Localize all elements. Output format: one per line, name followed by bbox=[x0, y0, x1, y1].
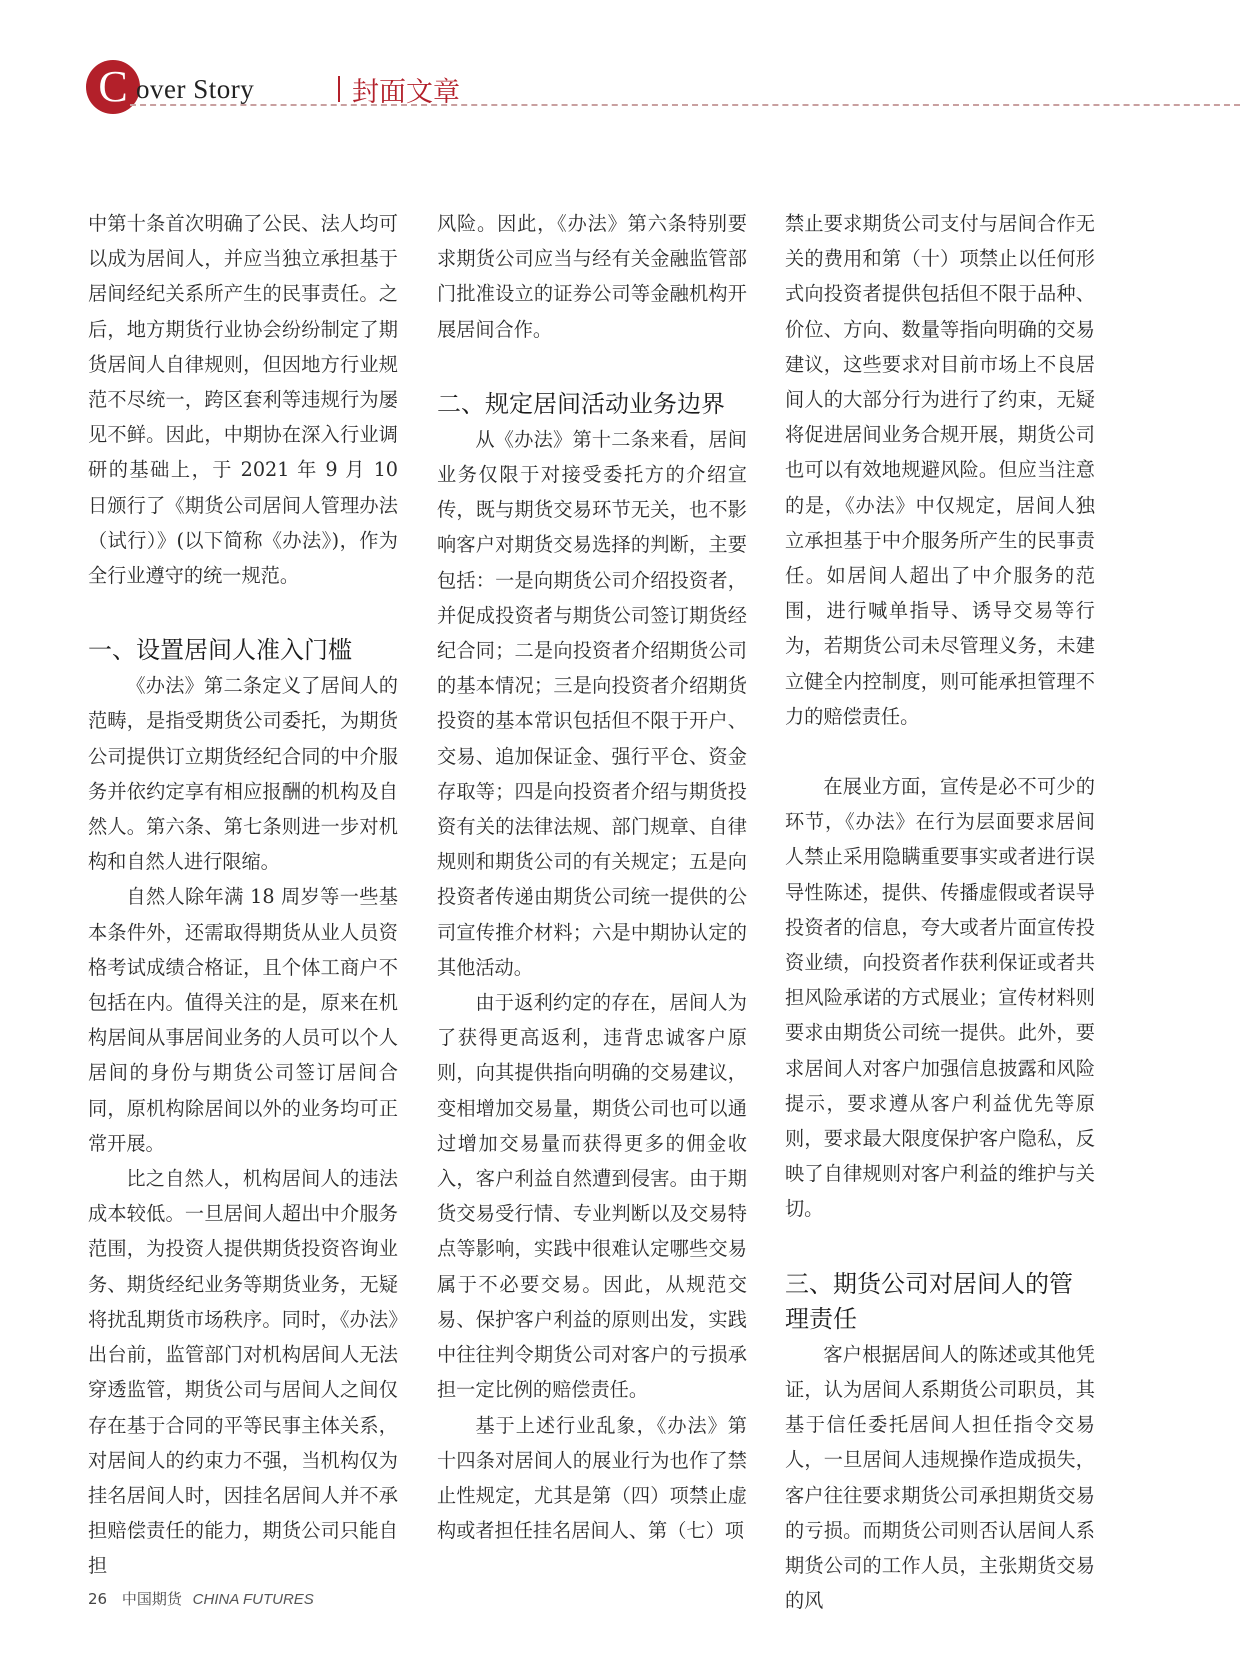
paragraph: 风险。因此，《办法》第六条特别要求期货公司应当与经有关金融监管部门批准设立的证券公司等金融机构开展居间合作。 bbox=[437, 212, 747, 341]
magazine-name-en: CHINA FUTURES bbox=[192, 1591, 314, 1608]
paragraph: 比之自然人，机构居间人的违法成本较低。一旦居间人超出中介服务范围，为投资人提供期货投资咨询业务、期货经纪业务等期货业务，无疑将扰乱期货市场秩序。同时，《办法》出台前，监管部门对机构居间人无法穿透监管，期货公司与居间人之间仅存在基于合同的平等民事主体关系，对居间人的约束力不强，当机构仅为挂名居间人时，因挂名居间人并不承担赔偿责任的能力，期货公司只能自担 bbox=[88, 1167, 398, 1578]
magazine-name-cn: 中国期货 bbox=[121, 1590, 182, 1608]
paragraph: 禁止要求期货公司支付与居间合作无关的费用和第（十）项禁止以任何形式向投资者提供包括但不限于品种、价位、方向、数量等指向明确的交易建议，这些要求对目前市场上不良居间人的大部分行为进行了约束，无疑将促进居间业务合规开展，期货公司也可以有效地规避风险。但应当注意的是，《办法》中仅规定，居间人独立承担基于中介服务所产生的民事责任。如居间人超出了中介服务的范围，进行喊单指导、诱导交易等行为，若期货公司未尽管理义务，未建立健全内控制度，则可能承担管理不力的赔偿责任。 bbox=[785, 212, 1095, 728]
paragraph: 《办法》第二条定义了居间人的范畴，是指受期货公司委托，为期货公司提供订立期货经纪合同的中介服务并依约定享有相应报酬的机构及自然人。第六条、第七条则进一步对机构和自然人进行限缩。 bbox=[88, 674, 398, 874]
article-column-1 bbox=[88, 206, 398, 1584]
paragraph: 客户根据居间人的陈述或其他凭证，认为居间人系期货公司职员，其基于信任委托居间人担任指令交易人，一旦居间人违规操作造成损失，客户往往要求期货公司承担期货交易的亏损。而期货公司则否认居间人系期货公司的工作人员，主张期货交易的风 bbox=[785, 1342, 1095, 1613]
section-name-en: over Story bbox=[136, 74, 255, 104]
header-separator bbox=[338, 76, 340, 102]
paragraph: 基于上述行业乱象，《办法》第十四条对居间人的展业行为也作了禁止性规定，尤其是第（四）项禁止虚构或者担任挂名居间人、第（七）项 bbox=[437, 1413, 747, 1543]
section-logo-letter: C bbox=[86, 60, 140, 114]
article-column-3 bbox=[785, 206, 1095, 1618]
paragraph: 从《办法》第十二条来看，居间业务仅限于对接受委托方的介绍宣传，既与期货交易环节无关，也不影响客户对期货交易选择的判断，主要包括：一是向期货公司介绍投资者，并促成投资者与期货公司签订期货经纪合同；二是向投资者介绍期货公司的基本情况；三是向投资者介绍期货投资的基本常识包括但不限于开户、交易、追加保证金、强行平仓、资金存取等；四是向投资者介绍与期货投资有关的法律法规、部门规章、自律规则和期货公司的有关规定；五是向投资者传递由期货公司统一提供的公司宣传推介材料；六是中期协认定的其他活动。 bbox=[437, 427, 747, 979]
section-heading-2: 二、规定居间活动业务边界 bbox=[437, 389, 725, 418]
paragraph: 由于返利约定的存在，居间人为了获得更高返利，违背忠诚客户原则，向其提供指向明确的交易建议，变相增加交易量，期货公司也可以通过增加交易量而获得更多的佣金收入，客户利益自然遭到侵害。由于期货交易受行情、专业判断以及交易特点等影响，实践中很难认定哪些交易属于不必要交易。因此，从规范交易、保护客户利益的原则出发，实践中往往判令期货公司对客户的亏损承担一定比例的赔偿责任。 bbox=[437, 991, 747, 1402]
page-footer bbox=[88, 1588, 314, 1609]
paragraph: 中第十条首次明确了公民、法人均可以成为居间人，并应当独立承担基于居间经纪关系所产生的民事责任。之后，地方期货行业协会纷纷制定了期货居间人自律规则，但因地方行业规范不尽统一，跨区套利等违规行为屡见不鲜。因此，中期协在深入行业调研的基础上，于 2021 年 9 月 10 日颁行了《期货公司居间人管理办法（试行）》(以下简称《办法》)，作为全行业遵守的统一规范。 bbox=[88, 212, 398, 588]
paragraph: 自然人除年满 18 周岁等一些基本条件外，还需取得期货从业人员资格考试成绩合格证，且个体工商户不包括在内。值得关注的是，原来在机构居间从事居间业务的人员可以个人居间的身份与期货公司签订居间合同，原机构除居间以外的业务均可正常开展。 bbox=[88, 885, 398, 1155]
header-dashed-rule bbox=[130, 104, 1240, 106]
page-header bbox=[86, 60, 1240, 116]
paragraph: 在展业方面，宣传是必不可少的环节，《办法》在行为层面要求居间人禁止采用隐瞒重要事实或者进行误导性陈述，提供、传播虚假或者误导投资者的信息，夸大或者片面宣传投资业绩，向投资者作获利保证或者共担风险承诺的方式展业；宣传材料则要求由期货公司统一提供。此外，要求居间人对客户加强信息披露和风险提示，要求遵从客户利益优先等原则，要求最大限度保护客户隐私，反映了自律规则对客户利益的维护与关切。 bbox=[785, 775, 1095, 1221]
section-heading-1: 一、设置居间人准入门槛 bbox=[88, 636, 352, 665]
page-number: 26 bbox=[88, 1590, 108, 1608]
section-name-cn: 封面文章 bbox=[352, 77, 460, 108]
section-heading-3: 三、期货公司对居间人的管理责任 bbox=[785, 1269, 1073, 1333]
article-column-2 bbox=[437, 206, 747, 1548]
